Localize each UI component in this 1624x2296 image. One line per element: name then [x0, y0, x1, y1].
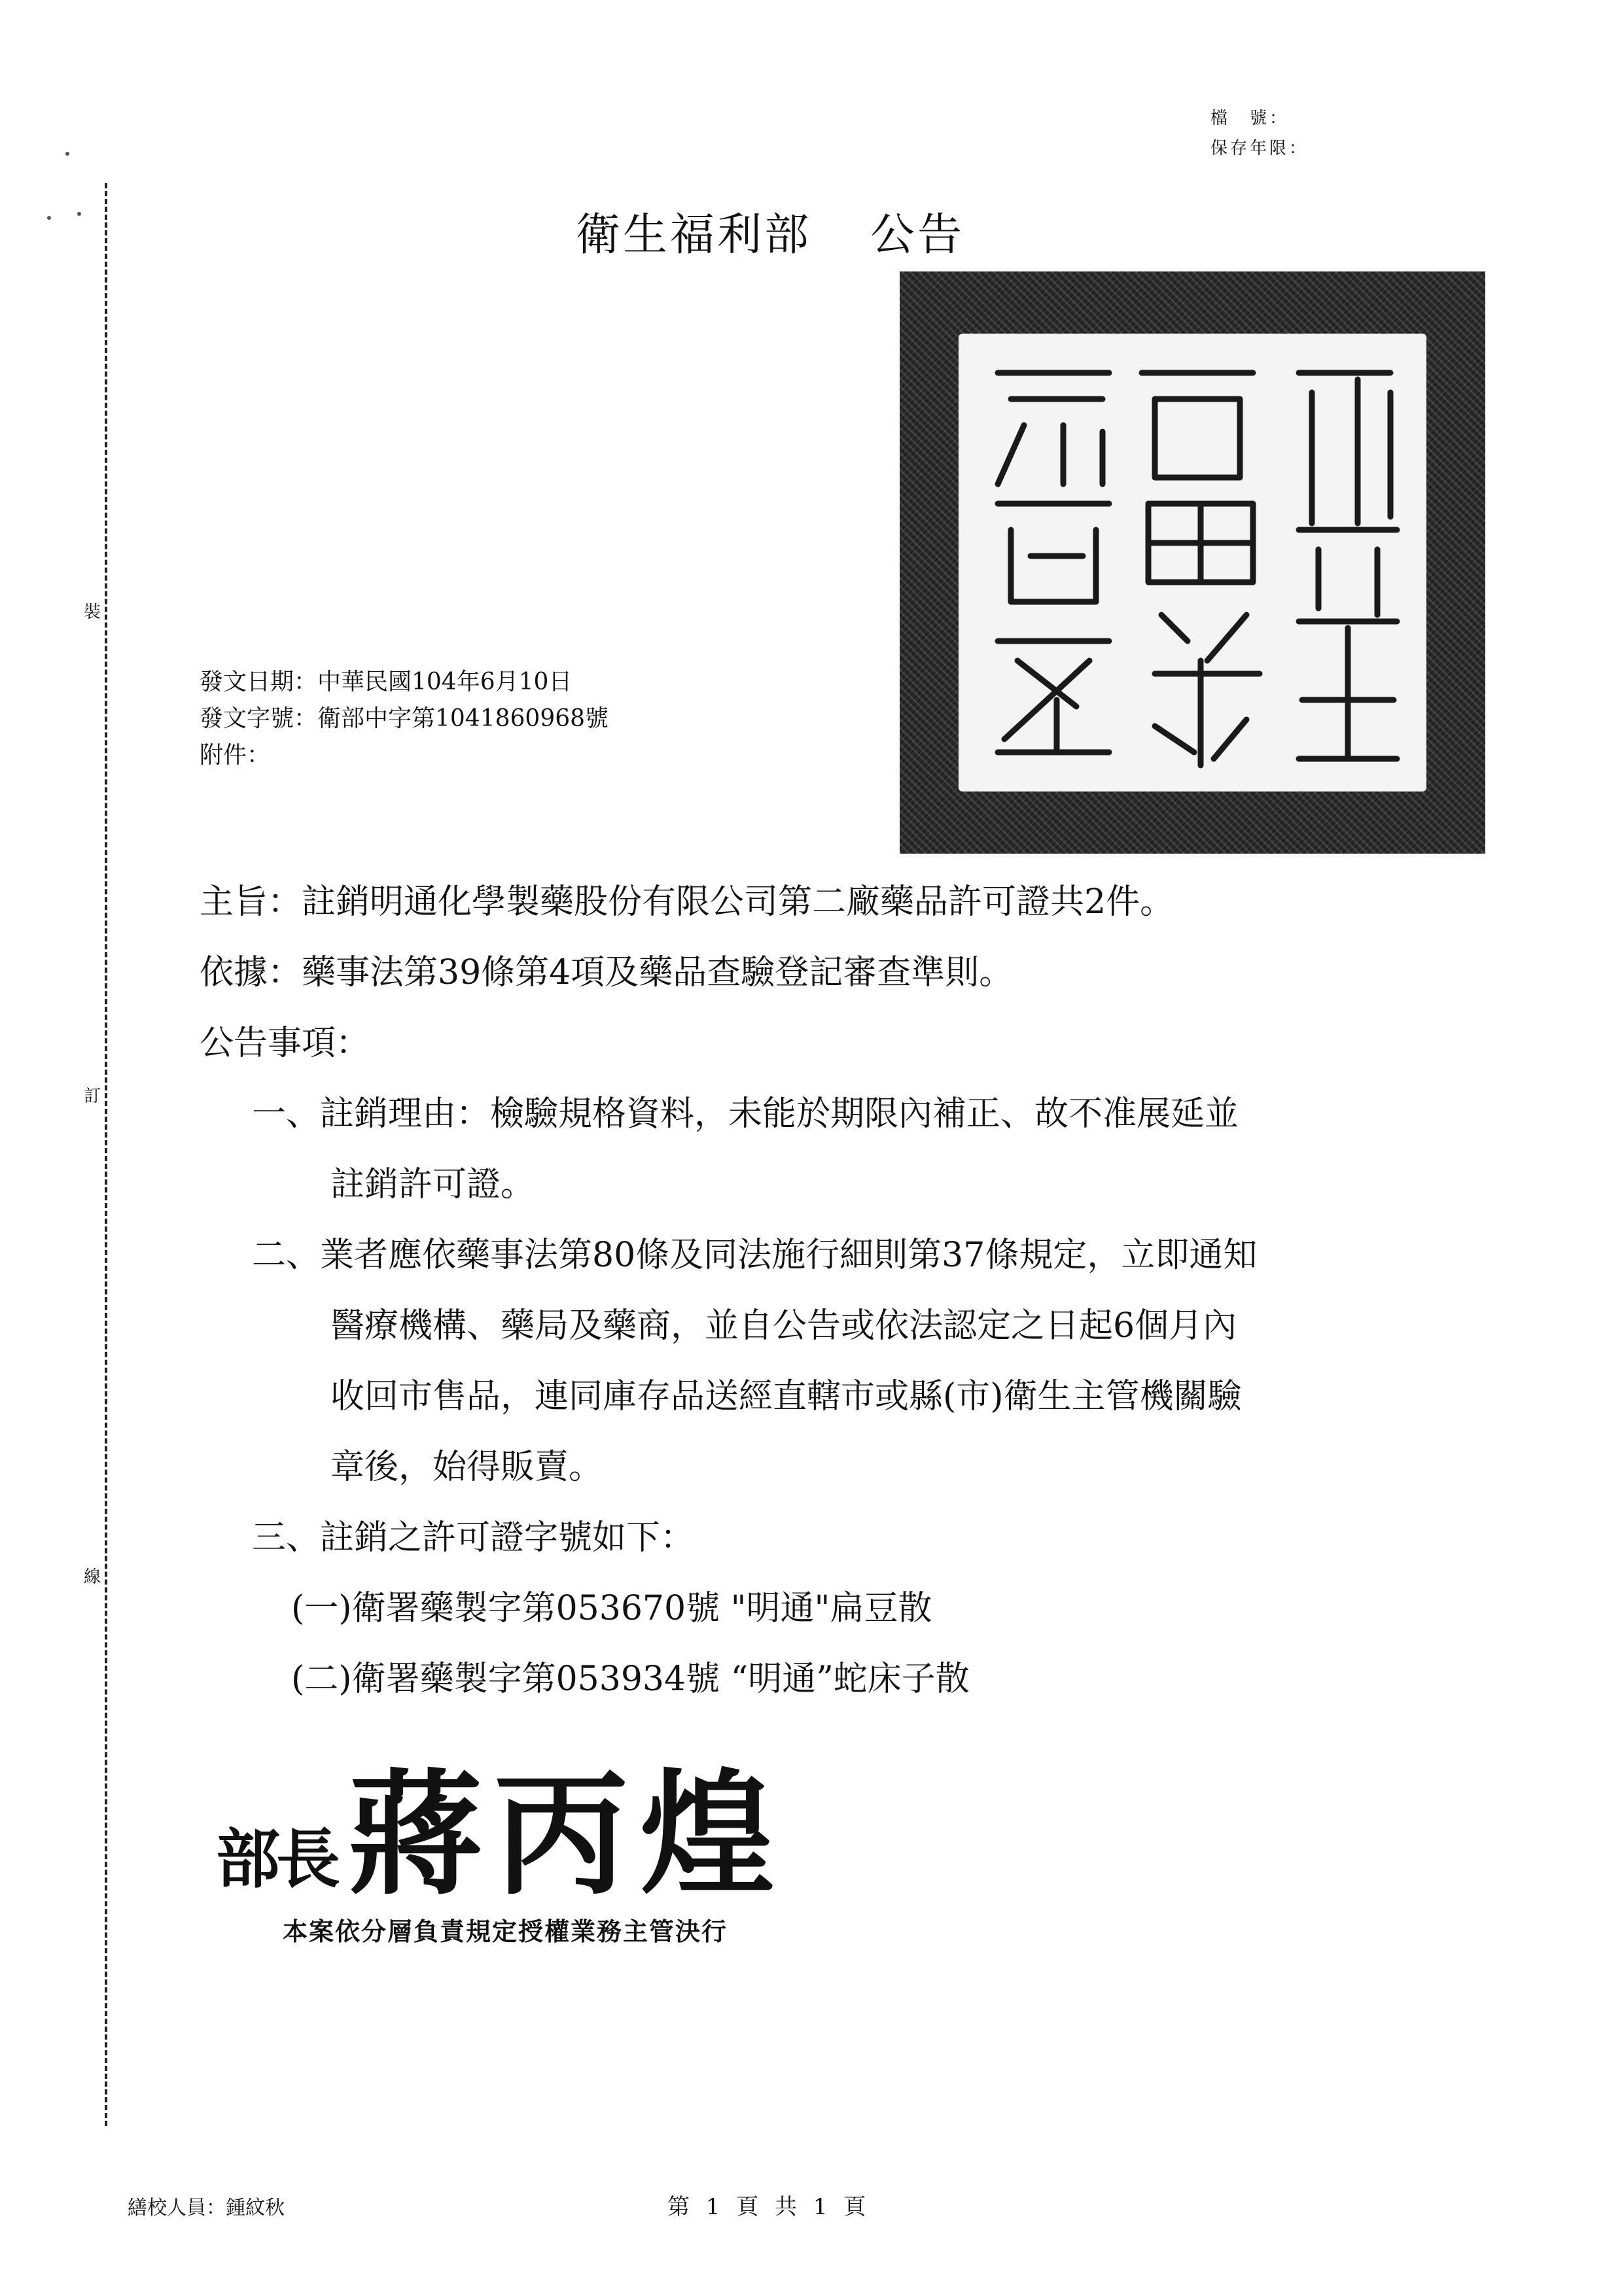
delegation-note: 本案依分層負責規定授權業務主管決行 — [283, 1917, 728, 1946]
item2-line3: 收回市售品，連同庫存品送經直轄市或縣(市)衛生主管機關驗 — [330, 1377, 1242, 1416]
dispatch-number: 發文字號：衛部中字第1041860968號 — [200, 705, 609, 732]
scan-speck — [77, 212, 81, 216]
retention-label: 保存年限： — [1210, 139, 1309, 158]
item3-line: 三、註銷之許可證字號如下： — [252, 1518, 695, 1557]
item2-line2: 醫療機構、藥局及藥商，並自公告或依法認定之日起6個月內 — [330, 1306, 1237, 1346]
binding-char-line: 線 — [84, 1567, 101, 1587]
item1-line1: 一、註銷理由：檢驗規格資料，未能於期限內補正、故不准展延並 — [252, 1094, 1239, 1134]
minister-signature — [216, 1727, 786, 1920]
dispatch-info — [200, 664, 609, 774]
seal-glyphs — [959, 334, 1426, 791]
item1-line2: 註銷許可證。 — [330, 1165, 535, 1204]
binding-line — [105, 183, 107, 2126]
item2-line1: 二、業者應依藥事法第80條及同法施行細則第37條規定，立即通知 — [252, 1236, 1258, 1275]
attachment-label: 附件： — [200, 742, 271, 769]
document-title — [576, 200, 964, 263]
binding-char-bind: 裝 — [84, 602, 101, 622]
minister-name: 蔣丙煌 — [348, 1756, 786, 1913]
subject-line: 主旨：註銷明通化學製藥股份有限公司第二廠藥品許可證共2件。 — [200, 882, 1174, 922]
item2-line4: 章後，始得販賣。 — [330, 1448, 603, 1487]
scan-speck — [65, 152, 69, 156]
archive-fields — [1210, 103, 1309, 164]
binding-char-staple: 訂 — [84, 1087, 101, 1106]
document-type: 公告 — [870, 209, 965, 261]
license-item-1: (一)衛署藥製字第053670號 "明通"扁豆散 — [291, 1589, 932, 1628]
official-seal — [900, 271, 1485, 854]
license-item-2: (二)衛署藥製字第053934號 “明通”蛇床子散 — [291, 1660, 970, 1699]
seal-face — [959, 334, 1426, 791]
announcement-body — [200, 867, 1547, 1714]
page-indicator: 第 1 頁 共 1 頁 — [667, 2194, 866, 2220]
proofreader: 繕校人員：鍾紋秋 — [128, 2197, 285, 2219]
basis-line: 依據：藥事法第39條第4項及藥品查驗登記審查準則。 — [200, 953, 1014, 992]
dispatch-date: 發文日期：中華民國104年6月10日 — [200, 669, 573, 695]
items-header: 公告事項： — [200, 1024, 370, 1063]
agency-name: 衛生福利部 — [576, 209, 812, 261]
minister-title: 部長 — [216, 1822, 337, 1897]
scan-speck — [47, 216, 51, 220]
file-number-label: 檔 號： — [1210, 109, 1290, 128]
